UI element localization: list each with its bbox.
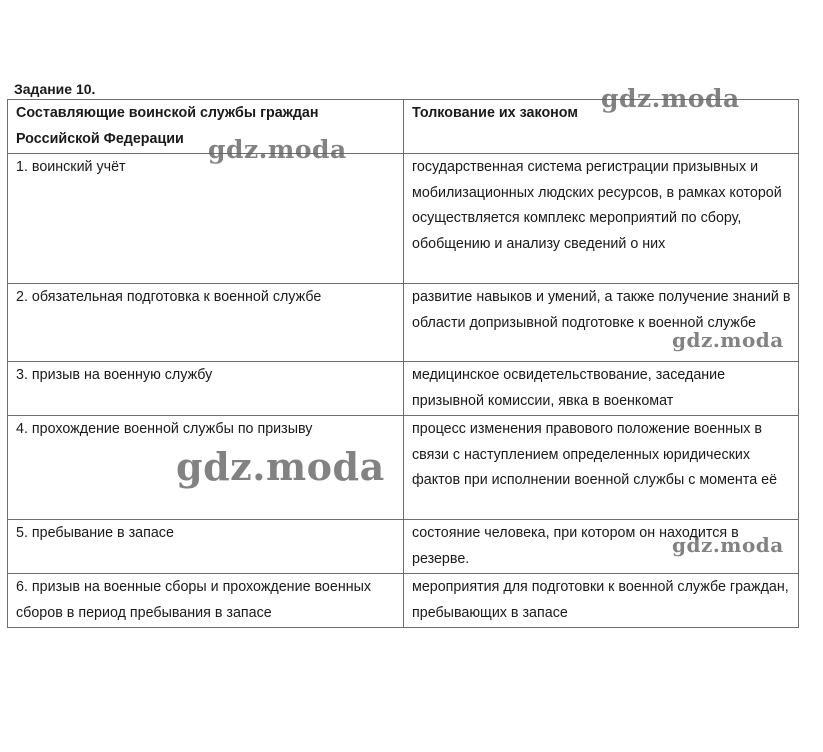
row-interpretation: развитие навыков и умений, а также получение знаний в области допризывной подготовке к военной службе bbox=[404, 284, 799, 362]
row-interpretation: мероприятия для подготовки к военной службе граждан, пребывающих в запасе bbox=[404, 574, 799, 628]
header-components: Составляющие воинской службы граждан Российской Федерации bbox=[8, 100, 404, 154]
watermark: gdz.moda bbox=[176, 444, 385, 489]
row-interpretation: медицинское освидетельствование, заседание призывной комиссии, явка в военкомат bbox=[404, 362, 799, 416]
row-component: 1. воинский учёт bbox=[8, 154, 404, 284]
watermark: gdz.moda bbox=[672, 328, 784, 352]
row-component: 5. пребывание в запасе bbox=[8, 520, 404, 574]
watermark: gdz.moda bbox=[601, 84, 740, 113]
row-component: 2. обязательная подготовка к военной службе bbox=[8, 284, 404, 362]
row-interpretation: процесс изменения правового положение военных в связи с наступлением определенных юридических фактов при исполнении военной службы с момента её bbox=[404, 416, 799, 520]
row-interpretation: государственная система регистрации призывных и мобилизационных людских ресурсов, в рамках которой осуществляется комплекс мероприятий по сбору, обобщению и анализу сведений о них bbox=[404, 154, 799, 284]
row-component: 4. прохождение военной службы по призыву bbox=[8, 416, 404, 520]
watermark: gdz.moda bbox=[672, 533, 784, 557]
table-row bbox=[8, 154, 799, 284]
table-row bbox=[8, 574, 799, 628]
header-interpretation: Толкование их законом bbox=[404, 100, 799, 154]
row-component: 3. призыв на военную службу bbox=[8, 362, 404, 416]
task-title: Задание 10. bbox=[14, 81, 96, 97]
row-component: 6. призыв на военные сборы и прохождение военных сборов в период пребывания в запасе bbox=[8, 574, 404, 628]
watermark: gdz.moda bbox=[208, 135, 347, 164]
row-interpretation: состояние человека, при котором он находится в резерве. bbox=[404, 520, 799, 574]
table-row bbox=[8, 416, 799, 520]
table-row bbox=[8, 362, 799, 416]
